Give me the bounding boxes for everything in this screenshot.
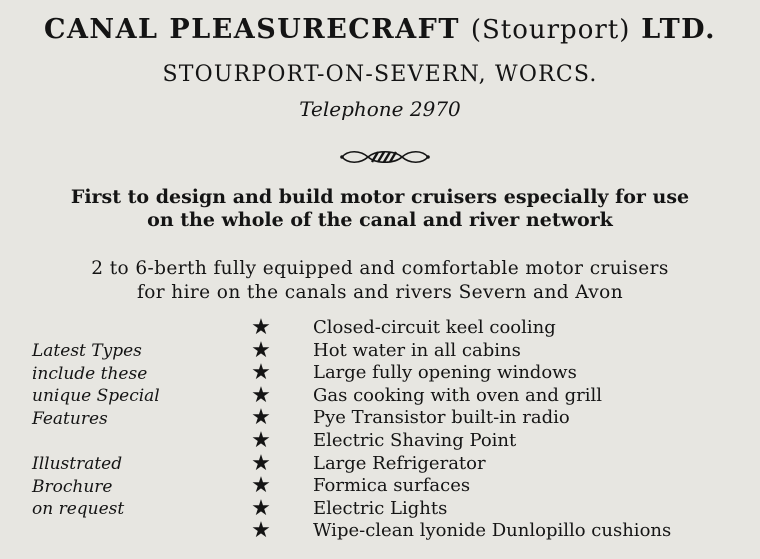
- brochure-note-line: Illustrated: [32, 453, 123, 474]
- star-icon: ★: [251, 450, 271, 476]
- subheadline-line-1: 2 to 6-berth fully equipped and comfortable motor cruisers: [91, 258, 669, 279]
- side-note-spacer: [32, 430, 232, 453]
- side-note-line: Latest Types: [32, 341, 142, 361]
- feature-item: Wipe-clean lyonide Dunlopillo cushions: [313, 520, 672, 542]
- company-address: STOURPORT-ON-SEVERN, WORCS.: [162, 62, 598, 87]
- company-name-main: CANAL PLEASURECRAFT: [43, 14, 460, 45]
- star-icon: ★: [251, 337, 271, 363]
- headline-line-1: First to design and build motor cruisers especially for use: [70, 186, 690, 208]
- star-icon: ★: [251, 427, 271, 453]
- star-icon: ★: [251, 360, 271, 386]
- star-icon: ★: [251, 405, 271, 431]
- scroll-ornament-icon: [338, 146, 432, 168]
- side-note-line: Features: [32, 408, 108, 429]
- star-icon: ★: [251, 473, 271, 499]
- company-name-suffix: LTD.: [641, 14, 717, 45]
- feature-item: Gas cooking with oven and grill: [313, 384, 602, 406]
- star-icon: ★: [251, 495, 271, 521]
- feature-item: Closed-circuit keel cooling: [313, 317, 556, 338]
- side-note: [32, 340, 232, 521]
- feature-item: Hot water in all cabins: [313, 339, 521, 361]
- star-icon: ★: [251, 315, 271, 340]
- side-note-line: include these: [32, 363, 148, 384]
- company-name-location: (Stourport): [470, 15, 631, 45]
- feature-item: Electric Shaving Point: [313, 429, 517, 451]
- feature-list: [313, 317, 753, 543]
- telephone-number: Telephone 2970: [299, 97, 461, 121]
- feature-item: Pye Transistor built-in radio: [313, 407, 570, 429]
- feature-item: Large Refrigerator: [313, 452, 486, 474]
- feature-item: Formica surfaces: [313, 475, 471, 497]
- star-icon: ★: [251, 518, 271, 544]
- subheadline-line-2: for hire on the canals and rivers Severn and Avon: [136, 282, 624, 303]
- feature-item: Large fully opening windows: [313, 362, 577, 384]
- company-name: [0, 14, 760, 45]
- star-icon: ★: [251, 382, 271, 408]
- headline: [0, 186, 760, 232]
- brochure-note-line: Brochure: [32, 476, 113, 497]
- brochure-note-line: on request: [32, 499, 125, 520]
- headline-line-2: on the whole of the canal and river network: [147, 209, 613, 231]
- feature-item: Electric Lights: [313, 497, 448, 519]
- subheadline: [0, 257, 760, 305]
- star-bullet-column: [246, 317, 276, 543]
- side-note-line: unique Special: [32, 386, 160, 407]
